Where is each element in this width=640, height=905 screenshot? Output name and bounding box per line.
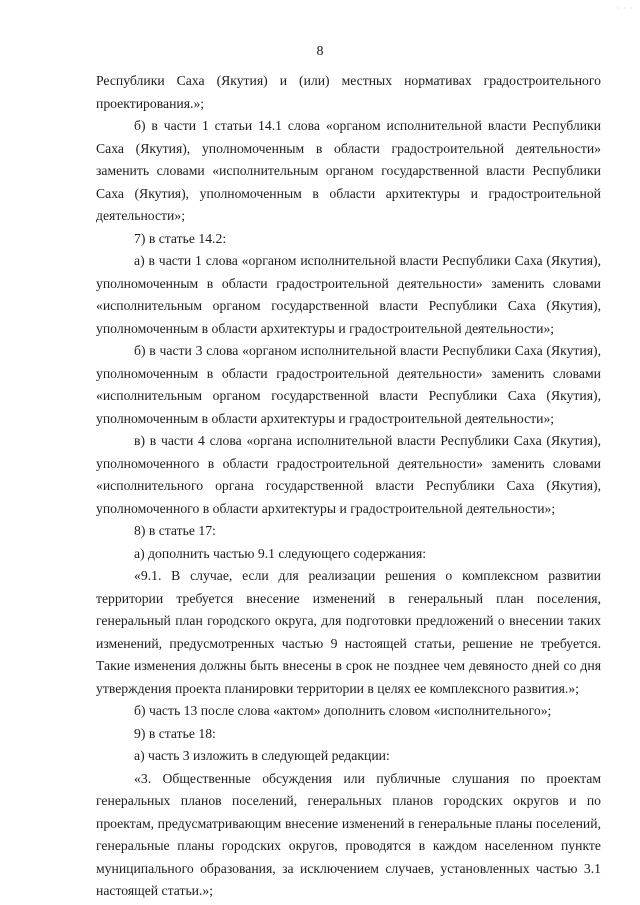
paragraph-item-7-heading: 7) в статье 14.2: — [134, 230, 227, 246]
paragraph-quote-9-1: «9.1. В случае, если для реализации решения о комплексном развитии территории требуется внесение изменений в генеральный план поселения, генеральный план городского округа, для подготовки предложений о внесении таких изменений, предусмотренных частью 9 настоящей статьи, решение не требуется. Такие изменения должны быть внесены в срок не позднее чем девяносто дней со дня утверждения проекта планировки территории в целях ее комплексного развития.»; — [96, 568, 601, 696]
document-body — [96, 70, 601, 903]
paragraph-item-8-heading: 8) в статье 17: — [134, 523, 216, 538]
paragraph-item-a-add-9-1: а) дополнить частью 9.1 следующего содержания: — [134, 545, 427, 561]
paragraph-item-a-part-1: а) в части 1 слова «органом исполнительной власти Республики Саха (Якутия), уполномоченным в области градостроительной деятельности» заменить словами «исполнительным органом государственной власти Республики Саха (Якутия), уполномоченным в области архитектуры и градостроительной деятельности»; — [96, 253, 601, 336]
paragraph-item-v-part-4: в) в части 4 слова «органа исполнительной власти Республики Саха (Якутия), уполномоченного в области градостроительной деятельности» заменить словами «исполнительного органа государственной власти Республики Саха (Якутия), уполномоченного в области архитектуры и градостроительной деятельности»; — [96, 433, 601, 516]
paragraph-item-b-part-13: б) часть 13 после слова «актом» дополнить словом «исполнительного»; — [134, 703, 552, 718]
paragraph-item-9-heading: 9) в статье 18: — [134, 725, 216, 741]
paragraph-item-a-part-3: а) часть 3 изложить в следующей редакции: — [134, 748, 390, 763]
corner-mark: · · · — [617, 4, 634, 13]
paragraph-quote-3: «3. Общественные обсуждения или публичные слушания по проектам генеральных планов поселений, генеральных планов городских округов и по проектам, предусматривающим внесение изменений в генеральные планы поселений, генеральные планы городских округов, проводятся в каждом населенном пункте муниципального образования, за исключением случаев, установленных частью 3.1 настоящей статьи.»; — [96, 770, 601, 898]
page-number: 8 — [316, 44, 324, 59]
paragraph-item-b-part-3: б) в части 3 слова «органом исполнительной власти Республики Саха (Якутия), уполномоченным в области градостроительной деятельности» заменить словами «исполнительным органом государственной власти Республики Саха (Якутия), уполномоченным в области архитектуры и градостроительной деятельности»; — [96, 343, 601, 426]
paragraph-item-b-14-1: б) в части 1 статьи 14.1 слова «органом исполнительной власти Республики Саха (Якутия), уполномоченным в области градостроительной деятельности» заменить словами «исполнительным органом государственной власти Республики Саха (Якутия), уполномоченным в области архитектуры и градостроительной деятельности»; — [96, 118, 601, 223]
paragraph-continuation: Республики Саха (Якутия) и (или) местных нормативах градостроительного проектирования.»; — [96, 73, 601, 111]
